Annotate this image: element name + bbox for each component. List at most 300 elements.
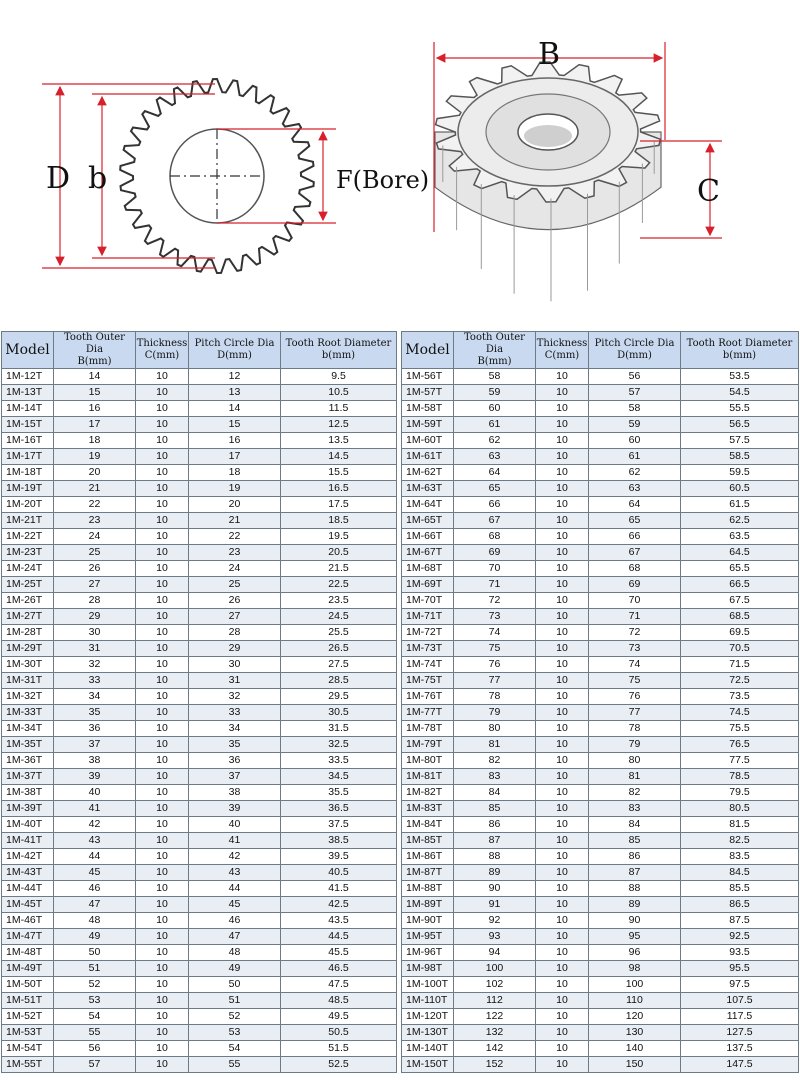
cell-outer-dia: 15 — [54, 385, 136, 401]
cell-root-dia: 61.5 — [681, 497, 799, 513]
cell-model: 1M-90T — [402, 913, 454, 929]
cell-pitch-dia: 44 — [189, 881, 281, 897]
cell-outer-dia: 73 — [454, 609, 536, 625]
cell-thickness: 10 — [536, 929, 589, 945]
cell-thickness: 10 — [536, 1009, 589, 1025]
cell-pitch-dia: 140 — [589, 1041, 681, 1057]
cell-root-dia: 81.5 — [681, 817, 799, 833]
cell-outer-dia: 67 — [454, 513, 536, 529]
cell-outer-dia: 59 — [454, 385, 536, 401]
cell-outer-dia: 20 — [54, 465, 136, 481]
cell-pitch-dia: 56 — [589, 369, 681, 385]
cell-model: 1M-36T — [2, 753, 54, 769]
cell-pitch-dia: 43 — [189, 865, 281, 881]
cell-outer-dia: 58 — [454, 369, 536, 385]
cell-pitch-dia: 32 — [189, 689, 281, 705]
cell-model: 1M-19T — [2, 481, 54, 497]
cell-outer-dia: 43 — [54, 833, 136, 849]
cell-outer-dia: 33 — [54, 673, 136, 689]
cell-outer-dia: 22 — [54, 497, 136, 513]
cell-root-dia: 10.5 — [281, 385, 397, 401]
cell-outer-dia: 45 — [54, 865, 136, 881]
cell-thickness: 10 — [536, 609, 589, 625]
cell-model: 1M-51T — [2, 993, 54, 1009]
cell-thickness: 10 — [536, 769, 589, 785]
cell-model: 1M-25T — [2, 577, 54, 593]
header-pitch-dia-title: Pitch Circle Dia — [594, 338, 675, 349]
cell-thickness: 10 — [536, 1025, 589, 1041]
cell-thickness: 10 — [536, 449, 589, 465]
cell-pitch-dia: 38 — [189, 785, 281, 801]
cell-model: 1M-80T — [402, 753, 454, 769]
gear-dimension-diagram — [0, 0, 800, 320]
table-row — [2, 513, 397, 529]
cell-pitch-dia: 42 — [189, 849, 281, 865]
cell-model: 1M-16T — [2, 433, 54, 449]
cell-thickness: 10 — [136, 369, 189, 385]
cell-root-dia: 34.5 — [281, 769, 397, 785]
table-row — [402, 881, 799, 897]
cell-pitch-dia: 53 — [189, 1025, 281, 1041]
header-root-dia-title: Tooth Root Diameter — [686, 338, 793, 349]
cell-root-dia: 32.5 — [281, 737, 397, 753]
cell-thickness: 10 — [136, 961, 189, 977]
cell-root-dia: 23.5 — [281, 593, 397, 609]
cell-root-dia: 71.5 — [681, 657, 799, 673]
cell-model: 1M-31T — [2, 673, 54, 689]
cell-thickness: 10 — [136, 1025, 189, 1041]
table-row — [2, 929, 397, 945]
cell-root-dia: 51.5 — [281, 1041, 397, 1057]
cell-thickness: 10 — [136, 881, 189, 897]
cell-thickness: 10 — [536, 897, 589, 913]
cell-model: 1M-55T — [2, 1057, 54, 1073]
label-bore: F(Bore) — [336, 166, 430, 194]
cell-model: 1M-74T — [402, 657, 454, 673]
cell-root-dia: 20.5 — [281, 545, 397, 561]
cell-pitch-dia: 20 — [189, 497, 281, 513]
cell-outer-dia: 61 — [454, 417, 536, 433]
cell-root-dia: 68.5 — [681, 609, 799, 625]
cell-pitch-dia: 150 — [589, 1057, 681, 1073]
table-row — [2, 977, 397, 993]
cell-thickness: 10 — [136, 401, 189, 417]
cell-outer-dia: 36 — [54, 721, 136, 737]
table-row — [2, 865, 397, 881]
cell-pitch-dia: 76 — [589, 689, 681, 705]
cell-pitch-dia: 100 — [589, 977, 681, 993]
cell-outer-dia: 57 — [54, 1057, 136, 1073]
cell-thickness: 10 — [536, 849, 589, 865]
header-root-dia-unit: b(mm) — [321, 350, 356, 361]
cell-root-dia: 127.5 — [681, 1025, 799, 1041]
table-row — [2, 881, 397, 897]
cell-model: 1M-14T — [2, 401, 54, 417]
cell-thickness: 10 — [136, 753, 189, 769]
cell-pitch-dia: 46 — [189, 913, 281, 929]
header-outer-dia — [54, 332, 136, 369]
cell-model: 1M-66T — [402, 529, 454, 545]
header-pitch-dia — [589, 332, 681, 369]
cell-model: 1M-39T — [2, 801, 54, 817]
cell-pitch-dia: 51 — [189, 993, 281, 1009]
cell-pitch-dia: 73 — [589, 641, 681, 657]
cell-thickness: 10 — [536, 833, 589, 849]
cell-pitch-dia: 63 — [589, 481, 681, 497]
cell-model: 1M-52T — [2, 1009, 54, 1025]
cell-outer-dia: 55 — [54, 1025, 136, 1041]
cell-thickness: 10 — [536, 721, 589, 737]
cell-outer-dia: 54 — [54, 1009, 136, 1025]
cell-outer-dia: 52 — [54, 977, 136, 993]
cell-model: 1M-83T — [402, 801, 454, 817]
cell-thickness: 10 — [136, 609, 189, 625]
cell-outer-dia: 19 — [54, 449, 136, 465]
cell-outer-dia: 142 — [454, 1041, 536, 1057]
cell-outer-dia: 64 — [454, 465, 536, 481]
cell-thickness: 10 — [136, 641, 189, 657]
cell-model: 1M-95T — [402, 929, 454, 945]
table-row — [402, 961, 799, 977]
cell-outer-dia: 68 — [454, 529, 536, 545]
cell-model: 1M-72T — [402, 625, 454, 641]
cell-outer-dia: 152 — [454, 1057, 536, 1073]
cell-thickness: 10 — [136, 497, 189, 513]
table-row — [2, 913, 397, 929]
cell-model: 1M-61T — [402, 449, 454, 465]
cell-root-dia: 85.5 — [681, 881, 799, 897]
cell-outer-dia: 16 — [54, 401, 136, 417]
cell-outer-dia: 88 — [454, 849, 536, 865]
cell-thickness: 10 — [136, 561, 189, 577]
cell-pitch-dia: 54 — [189, 1041, 281, 1057]
cell-outer-dia: 38 — [54, 753, 136, 769]
cell-root-dia: 27.5 — [281, 657, 397, 673]
cell-model: 1M-41T — [2, 833, 54, 849]
cell-pitch-dia: 64 — [589, 497, 681, 513]
cell-pitch-dia: 70 — [589, 593, 681, 609]
table-row — [402, 1025, 799, 1041]
cell-outer-dia: 84 — [454, 785, 536, 801]
cell-thickness: 10 — [136, 385, 189, 401]
cell-model: 1M-88T — [402, 881, 454, 897]
cell-root-dia: 67.5 — [681, 593, 799, 609]
cell-pitch-dia: 69 — [589, 577, 681, 593]
table-row — [402, 1009, 799, 1025]
cell-outer-dia: 23 — [54, 513, 136, 529]
header-outer-dia-title: Tooth Outer Dia — [64, 332, 125, 355]
cell-model: 1M-110T — [402, 993, 454, 1009]
table-row — [2, 833, 397, 849]
cell-root-dia: 69.5 — [681, 625, 799, 641]
cell-pitch-dia: 85 — [589, 833, 681, 849]
cell-outer-dia: 93 — [454, 929, 536, 945]
cell-thickness: 10 — [536, 561, 589, 577]
table-row — [2, 641, 397, 657]
table-row — [402, 897, 799, 913]
table-row — [2, 593, 397, 609]
cell-model: 1M-17T — [2, 449, 54, 465]
cell-pitch-dia: 60 — [589, 433, 681, 449]
cell-pitch-dia: 33 — [189, 705, 281, 721]
cell-pitch-dia: 45 — [189, 897, 281, 913]
cell-pitch-dia: 90 — [589, 913, 681, 929]
cell-model: 1M-81T — [402, 769, 454, 785]
cell-outer-dia: 132 — [454, 1025, 536, 1041]
cell-outer-dia: 85 — [454, 801, 536, 817]
cell-outer-dia: 89 — [454, 865, 536, 881]
cell-model: 1M-96T — [402, 945, 454, 961]
cell-thickness: 10 — [536, 737, 589, 753]
cell-model: 1M-12T — [2, 369, 54, 385]
cell-outer-dia: 74 — [454, 625, 536, 641]
cell-outer-dia: 34 — [54, 689, 136, 705]
cell-model: 1M-69T — [402, 577, 454, 593]
cell-root-dia: 57.5 — [681, 433, 799, 449]
table-row — [402, 801, 799, 817]
cell-root-dia: 93.5 — [681, 945, 799, 961]
cell-outer-dia: 65 — [454, 481, 536, 497]
cell-model: 1M-140T — [402, 1041, 454, 1057]
cell-root-dia: 80.5 — [681, 801, 799, 817]
cell-outer-dia: 92 — [454, 913, 536, 929]
cell-root-dia: 72.5 — [681, 673, 799, 689]
cell-thickness: 10 — [136, 481, 189, 497]
cell-root-dia: 52.5 — [281, 1057, 397, 1073]
cell-model: 1M-75T — [402, 673, 454, 689]
cell-outer-dia: 76 — [454, 657, 536, 673]
cell-thickness: 10 — [136, 593, 189, 609]
cell-outer-dia: 50 — [54, 945, 136, 961]
cell-model: 1M-22T — [2, 529, 54, 545]
cell-outer-dia: 49 — [54, 929, 136, 945]
cell-outer-dia: 17 — [54, 417, 136, 433]
table-row — [2, 721, 397, 737]
cell-pitch-dia: 72 — [589, 625, 681, 641]
cell-outer-dia: 35 — [54, 705, 136, 721]
cell-model: 1M-84T — [402, 817, 454, 833]
table-body-left — [2, 369, 397, 1073]
cell-outer-dia: 42 — [54, 817, 136, 833]
cell-model: 1M-26T — [2, 593, 54, 609]
cell-outer-dia: 40 — [54, 785, 136, 801]
cell-thickness: 10 — [136, 737, 189, 753]
cell-model: 1M-44T — [2, 881, 54, 897]
cell-thickness: 10 — [536, 433, 589, 449]
cell-pitch-dia: 49 — [189, 961, 281, 977]
cell-root-dia: 47.5 — [281, 977, 397, 993]
cell-outer-dia: 62 — [454, 433, 536, 449]
table-row — [2, 657, 397, 673]
cell-root-dia: 59.5 — [681, 465, 799, 481]
table-row — [2, 689, 397, 705]
cell-model: 1M-76T — [402, 689, 454, 705]
cell-root-dia: 95.5 — [681, 961, 799, 977]
cell-thickness: 10 — [536, 481, 589, 497]
cell-root-dia: 18.5 — [281, 513, 397, 529]
cell-root-dia: 53.5 — [681, 369, 799, 385]
cell-pitch-dia: 47 — [189, 929, 281, 945]
cell-model: 1M-40T — [2, 817, 54, 833]
cell-root-dia: 41.5 — [281, 881, 397, 897]
table-row — [2, 577, 397, 593]
cell-root-dia: 62.5 — [681, 513, 799, 529]
cell-thickness: 10 — [536, 753, 589, 769]
cell-pitch-dia: 50 — [189, 977, 281, 993]
cell-outer-dia: 28 — [54, 593, 136, 609]
cell-thickness: 10 — [536, 401, 589, 417]
table-row — [2, 1025, 397, 1041]
cell-pitch-dia: 24 — [189, 561, 281, 577]
cell-pitch-dia: 74 — [589, 657, 681, 673]
cell-pitch-dia: 18 — [189, 465, 281, 481]
cell-root-dia: 48.5 — [281, 993, 397, 1009]
table-row — [402, 465, 799, 481]
cell-model: 1M-33T — [2, 705, 54, 721]
cell-outer-dia: 31 — [54, 641, 136, 657]
cell-root-dia: 74.5 — [681, 705, 799, 721]
cell-thickness: 10 — [136, 689, 189, 705]
table-row — [402, 449, 799, 465]
table-row — [2, 849, 397, 865]
table-row — [402, 513, 799, 529]
cell-thickness: 10 — [136, 865, 189, 881]
table-row — [2, 433, 397, 449]
header-thickness-unit: C(mm) — [144, 350, 180, 361]
cell-outer-dia: 86 — [454, 817, 536, 833]
cell-root-dia: 77.5 — [681, 753, 799, 769]
cell-pitch-dia: 23 — [189, 545, 281, 561]
table-row — [2, 529, 397, 545]
cell-outer-dia: 78 — [454, 689, 536, 705]
cell-thickness: 10 — [136, 897, 189, 913]
cell-model: 1M-78T — [402, 721, 454, 737]
cell-pitch-dia: 61 — [589, 449, 681, 465]
cell-root-dia: 84.5 — [681, 865, 799, 881]
cell-root-dia: 63.5 — [681, 529, 799, 545]
header-pitch-dia — [189, 332, 281, 369]
cell-root-dia: 70.5 — [681, 641, 799, 657]
cell-pitch-dia: 25 — [189, 577, 281, 593]
cell-pitch-dia: 28 — [189, 625, 281, 641]
table-row — [2, 769, 397, 785]
cell-thickness: 10 — [536, 977, 589, 993]
cell-thickness: 10 — [536, 625, 589, 641]
cell-outer-dia: 80 — [454, 721, 536, 737]
cell-outer-dia: 29 — [54, 609, 136, 625]
cell-pitch-dia: 77 — [589, 705, 681, 721]
cell-pitch-dia: 86 — [589, 849, 681, 865]
cell-outer-dia: 77 — [454, 673, 536, 689]
table-row — [402, 369, 799, 385]
cell-thickness: 10 — [536, 417, 589, 433]
cell-outer-dia: 53 — [54, 993, 136, 1009]
cell-model: 1M-130T — [402, 1025, 454, 1041]
table-row — [402, 817, 799, 833]
cell-outer-dia: 44 — [54, 849, 136, 865]
table-row — [402, 529, 799, 545]
cell-model: 1M-38T — [2, 785, 54, 801]
cell-thickness: 10 — [536, 705, 589, 721]
cell-root-dia: 117.5 — [681, 1009, 799, 1025]
cell-thickness: 10 — [136, 705, 189, 721]
cell-root-dia: 36.5 — [281, 801, 397, 817]
cell-model: 1M-54T — [2, 1041, 54, 1057]
cell-pitch-dia: 96 — [589, 945, 681, 961]
table-row — [402, 993, 799, 1009]
cell-root-dia: 78.5 — [681, 769, 799, 785]
cell-outer-dia: 69 — [454, 545, 536, 561]
cell-thickness: 10 — [136, 1057, 189, 1073]
table-row — [2, 785, 397, 801]
table-row — [402, 1057, 799, 1073]
table-row — [2, 609, 397, 625]
cell-pitch-dia: 40 — [189, 817, 281, 833]
cell-pitch-dia: 39 — [189, 801, 281, 817]
cell-model: 1M-64T — [402, 497, 454, 513]
cell-thickness: 10 — [136, 577, 189, 593]
cell-outer-dia: 32 — [54, 657, 136, 673]
cell-root-dia: 42.5 — [281, 897, 397, 913]
cell-thickness: 10 — [536, 545, 589, 561]
cell-root-dia: 11.5 — [281, 401, 397, 417]
cell-pitch-dia: 67 — [589, 545, 681, 561]
cell-thickness: 10 — [136, 1009, 189, 1025]
cell-pitch-dia: 21 — [189, 513, 281, 529]
cell-pitch-dia: 68 — [589, 561, 681, 577]
cell-thickness: 10 — [536, 657, 589, 673]
cell-model: 1M-70T — [402, 593, 454, 609]
cell-pitch-dia: 75 — [589, 673, 681, 689]
cell-pitch-dia: 62 — [589, 465, 681, 481]
cell-model: 1M-49T — [2, 961, 54, 977]
cell-pitch-dia: 82 — [589, 785, 681, 801]
cell-root-dia: 83.5 — [681, 849, 799, 865]
cell-model: 1M-150T — [402, 1057, 454, 1073]
cell-pitch-dia: 65 — [589, 513, 681, 529]
cell-outer-dia: 90 — [454, 881, 536, 897]
cell-pitch-dia: 57 — [589, 385, 681, 401]
cell-pitch-dia: 71 — [589, 609, 681, 625]
cell-pitch-dia: 19 — [189, 481, 281, 497]
cell-model: 1M-68T — [402, 561, 454, 577]
gear-3d-view — [435, 62, 661, 301]
cell-root-dia: 50.5 — [281, 1025, 397, 1041]
cell-thickness: 10 — [136, 817, 189, 833]
cell-root-dia: 9.5 — [281, 369, 397, 385]
cell-thickness: 10 — [136, 945, 189, 961]
table-row — [2, 625, 397, 641]
cell-thickness: 10 — [136, 433, 189, 449]
cell-root-dia: 31.5 — [281, 721, 397, 737]
cell-pitch-dia: 12 — [189, 369, 281, 385]
cell-model: 1M-28T — [2, 625, 54, 641]
cell-outer-dia: 81 — [454, 737, 536, 753]
cell-model: 1M-46T — [2, 913, 54, 929]
header-pitch-dia-title: Pitch Circle Dia — [194, 338, 275, 349]
cell-root-dia: 76.5 — [681, 737, 799, 753]
table-row — [402, 849, 799, 865]
cell-root-dia: 79.5 — [681, 785, 799, 801]
cell-model: 1M-89T — [402, 897, 454, 913]
cell-thickness: 10 — [136, 801, 189, 817]
cell-pitch-dia: 80 — [589, 753, 681, 769]
cell-pitch-dia: 120 — [589, 1009, 681, 1025]
cell-thickness: 10 — [536, 529, 589, 545]
cell-outer-dia: 26 — [54, 561, 136, 577]
header-root-dia — [681, 332, 799, 369]
cell-thickness: 10 — [136, 993, 189, 1009]
